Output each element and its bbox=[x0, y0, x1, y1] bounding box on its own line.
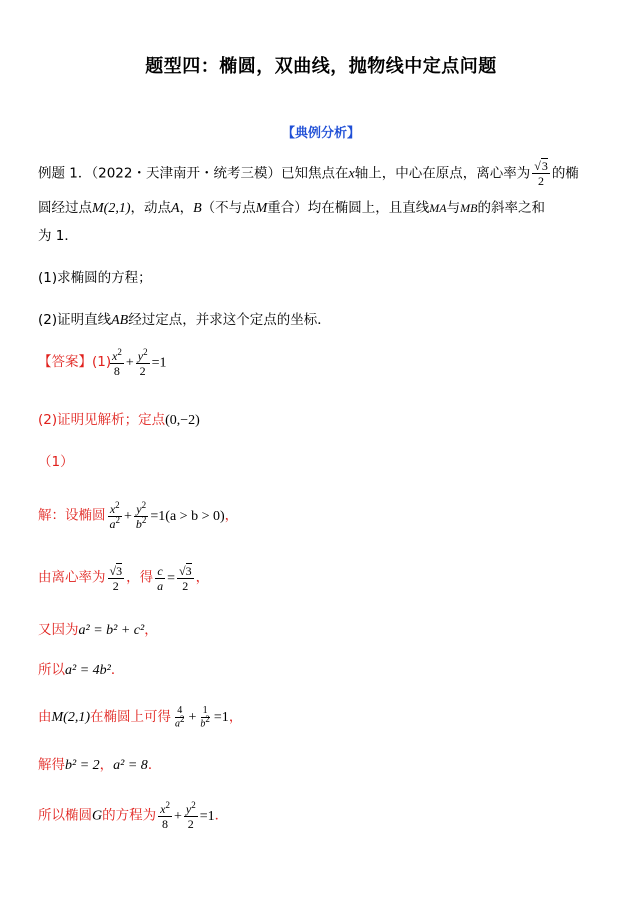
ecc-den: 2 bbox=[538, 174, 545, 188]
s5-end: ， bbox=[228, 708, 243, 725]
s3-equation: a² = b² + c² bbox=[78, 623, 145, 638]
s3-end: ， bbox=[144, 622, 158, 638]
example-mid1: 轴上，中心在原点，离心率为 bbox=[354, 165, 531, 182]
solution-step-7: 所以椭圆G的方程为 $\frac{x^2}{8}$ + $\frac{y^2}{2}$ =1． bbox=[38, 800, 229, 831]
answer-line-1 bbox=[38, 352, 111, 372]
answer-equation: $\frac{x^2}{8}$ + $\frac{y^2}{2}$ =1 bbox=[112, 347, 167, 378]
example-line-2 bbox=[38, 198, 545, 219]
s7-equals: =1 bbox=[199, 808, 215, 824]
s4-end: ． bbox=[110, 662, 125, 678]
question-2-b: 经过定点，并求这个定点的坐标． bbox=[128, 312, 331, 328]
example-line2-b: ，动点 bbox=[130, 200, 171, 216]
example-line2-a: 圆经过点 bbox=[38, 200, 92, 216]
s2-equals: = bbox=[167, 570, 175, 586]
example-mid2: 的椭 bbox=[551, 165, 579, 182]
line-ab: AB bbox=[111, 313, 129, 328]
solution-step-6 bbox=[38, 755, 161, 776]
den-2: 2 bbox=[139, 364, 146, 378]
example-line-3: 为 1． bbox=[38, 228, 78, 244]
s4-a: 所以 bbox=[38, 662, 65, 678]
solution-step-2: 由离心率为 $\frac{√3}{2}$ ，得 $\frac{c}{a}$ = $\frac{√3}{2}$ ， bbox=[38, 564, 210, 593]
s5-b: 在椭圆上可得 bbox=[90, 708, 171, 725]
s5-equals: =1 bbox=[213, 709, 229, 725]
question-2 bbox=[38, 310, 331, 331]
num-4: 4 bbox=[177, 705, 183, 716]
ellipse-g: G bbox=[92, 808, 103, 824]
answer-line-2 bbox=[38, 410, 200, 431]
x: x bbox=[112, 349, 118, 363]
s2-b: ，得 bbox=[126, 569, 154, 586]
equals-one: =1 bbox=[151, 355, 167, 371]
fixed-point: (0,−2) bbox=[165, 413, 200, 428]
s5-point-m: M(2,1) bbox=[51, 709, 90, 725]
s7-a: 所以椭圆 bbox=[38, 807, 92, 824]
s4-equation: a² = 4b² bbox=[65, 663, 111, 678]
solution-step-4 bbox=[38, 660, 124, 681]
s1-condition: =1(a > b > 0) bbox=[150, 508, 225, 524]
s2-end: ， bbox=[195, 569, 210, 586]
x-variable: x bbox=[348, 166, 355, 182]
s6-a-squared: a² = 8 bbox=[113, 758, 148, 773]
line-mb: MB bbox=[460, 201, 478, 215]
den-8: 8 bbox=[113, 364, 120, 378]
plus: + bbox=[125, 355, 134, 371]
s6-b-squared: b² = 2 bbox=[65, 758, 100, 773]
example-line2-c: （不与点 bbox=[201, 200, 256, 216]
point-m: M(2,1) bbox=[92, 201, 131, 216]
solution-step-1: 解：设椭圆 $\frac{x^2}{a^2}$ + $\frac{y^2}{b^2}$ =1(a > b > 0)， bbox=[38, 500, 239, 531]
example-line2-d: 重合）均在椭圆上，且直线 bbox=[267, 200, 430, 216]
solution-step-3 bbox=[38, 620, 158, 641]
eccentricity-fraction: $\frac{√3}{2}$ bbox=[534, 159, 548, 188]
point-b: B bbox=[193, 201, 202, 216]
s6-sep: ， bbox=[99, 757, 114, 773]
s6-a: 解得 bbox=[38, 757, 65, 773]
answer-line2-text: (2)证明见解析；定点 bbox=[38, 412, 166, 428]
section-label: 【典例分析】 bbox=[281, 126, 360, 141]
example-line2-e: 的斜率之和 bbox=[477, 200, 545, 216]
example-prefix: 例题 1．（2022・天津南开・统考三模）已知焦点在 bbox=[38, 165, 349, 182]
s7-end: ． bbox=[214, 807, 229, 824]
example-line-1 bbox=[38, 160, 579, 187]
page-title: 题型四：椭圆，双曲线，抛物线中定点问题 bbox=[145, 56, 497, 77]
s7-b: 的方程为 bbox=[102, 807, 157, 824]
s1-a: 解：设椭圆 bbox=[38, 507, 106, 524]
s2-a: 由离心率为 bbox=[38, 569, 106, 586]
question-2-a: (2)证明直线 bbox=[38, 312, 112, 328]
answer-label: 【答案】 bbox=[38, 354, 92, 370]
point-a: A bbox=[171, 201, 180, 216]
c-var: c bbox=[157, 564, 163, 578]
solution-step-5: 由M(2,1)在椭圆上可得 $\frac{4}{a^2}$ + $\frac{1}{b^2}$ =1， bbox=[38, 705, 243, 730]
solution-part-label: （1） bbox=[38, 454, 74, 470]
ecc-num: 3 bbox=[541, 159, 548, 173]
question-1: (1)求椭圆的方程； bbox=[38, 270, 152, 286]
comma: ， bbox=[179, 200, 194, 216]
s1-end: ， bbox=[224, 507, 239, 524]
a-var: a bbox=[157, 579, 164, 593]
num-1: 1 bbox=[202, 705, 208, 716]
s3-a: 又因为 bbox=[38, 622, 79, 638]
y: y bbox=[137, 349, 144, 363]
line-ma: MA bbox=[429, 201, 447, 215]
and-text: 与 bbox=[446, 200, 461, 216]
s5-a: 由 bbox=[38, 708, 52, 725]
point-m-ref: M bbox=[255, 201, 268, 216]
answer-part1: (1) bbox=[92, 354, 112, 370]
s6-end: ． bbox=[147, 757, 162, 773]
